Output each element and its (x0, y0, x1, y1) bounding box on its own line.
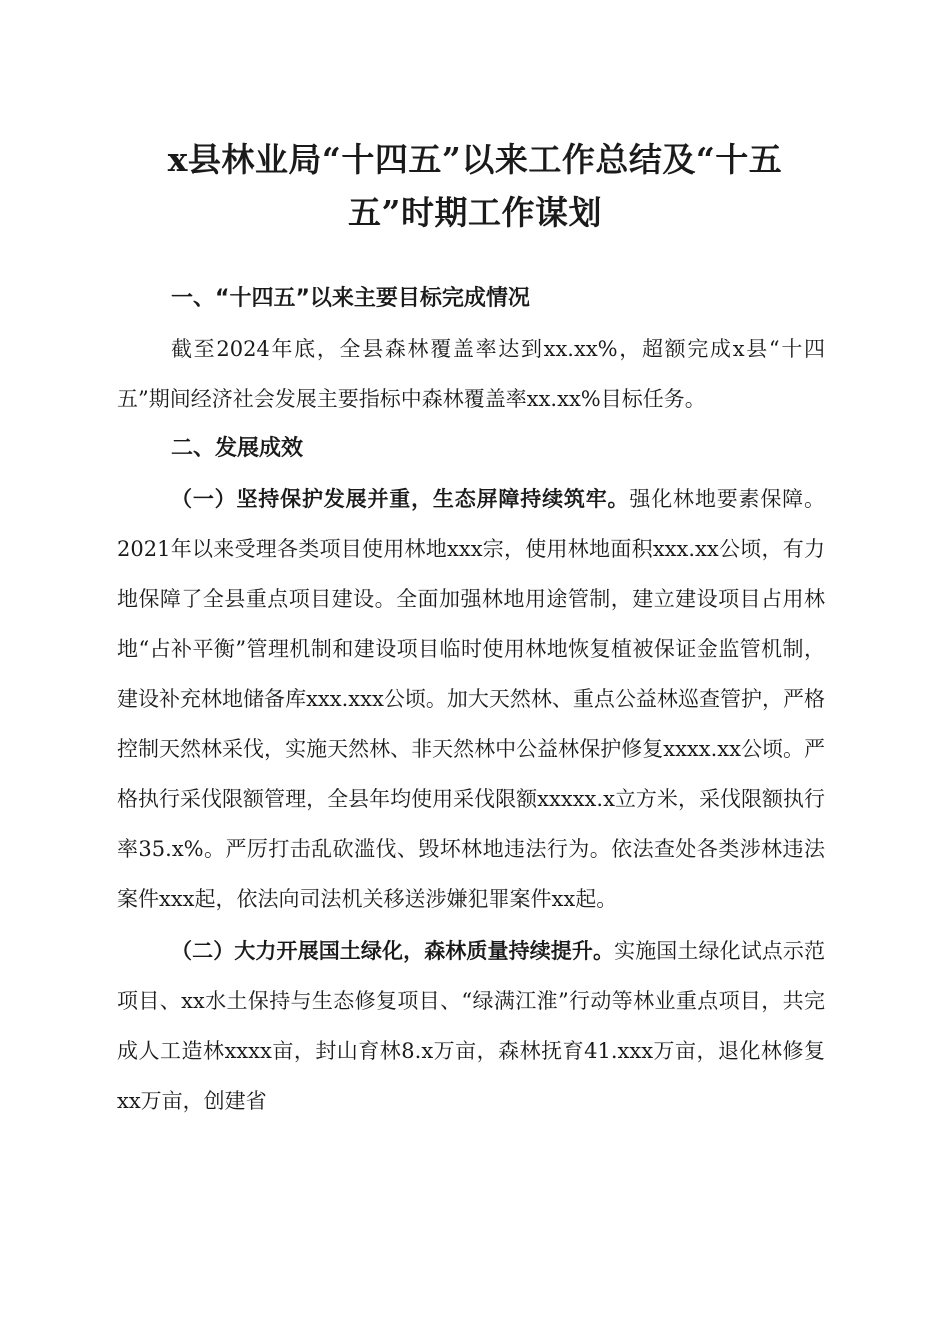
section-2-item-1-subheading: （一）坚持保护发展并重，生态屏障持续筑牢。 (171, 487, 630, 511)
document-title (110, 133, 840, 239)
section-2-item-1-paragraph (117, 474, 825, 924)
section-1-paragraph: 截至2024年底，全县森林覆盖率达到xx.xx%，超额完成x县“十四五”期间经济社会发展主要指标中森林覆盖率xx.xx%目标任务。 (117, 337, 825, 411)
section-heading-1: 一、“十四五”以来主要目标完成情况 (171, 286, 530, 311)
title-line-1: x县林业局“十四五”以来工作总结及“十五 (167, 140, 783, 179)
section-2-item-2-paragraph (117, 926, 825, 1126)
section-heading-2: 二、发展成效 (171, 436, 304, 461)
document-body (117, 280, 825, 1126)
section-2-item-2-text: 实施国土绿化试点示范项目、xx水土保持与生态修复项目、“绿满江淮”行动等林业重点项目，共完成人工造林xxxx亩，封山育林8.x万亩，森林抚育41.xxx万亩，退化林修复xx万亩，创建省 (117, 939, 826, 1113)
section-2-item-2-subheading: （二）大力开展国土绿化，森林质量持续提升。 (171, 939, 615, 963)
title-line-2: 五”时期工作谋划 (348, 193, 602, 232)
section-2-item-1-text: 强化林地要素保障。2021年以来受理各类项目使用林地xxx宗，使用林地面积xxx.xx公顷，有力地保障了全县重点项目建设。全面加强林地用途管制，建立建设项目占用林地“占补平衡”管理机制和建设项目临时使用林地恢复植被保证金监管机制，建设补充林地储备库xxx.xxx公顷。加大天然林、重点公益林巡查管护，严格控制天然林采伐，实施天然林、非天然林中公益林保护修复xxxx.xx公顷。严格执行采伐限额管理，全县年均使用采伐限额xxxxx.x立方米，采伐限额执行率35.x%。严厉打击乱砍滥伐、毁坏林地违法行为。依法查处各类涉林违法案件xxx起，依法向司法机关移送涉嫌犯罪案件xx起。 (117, 487, 826, 911)
